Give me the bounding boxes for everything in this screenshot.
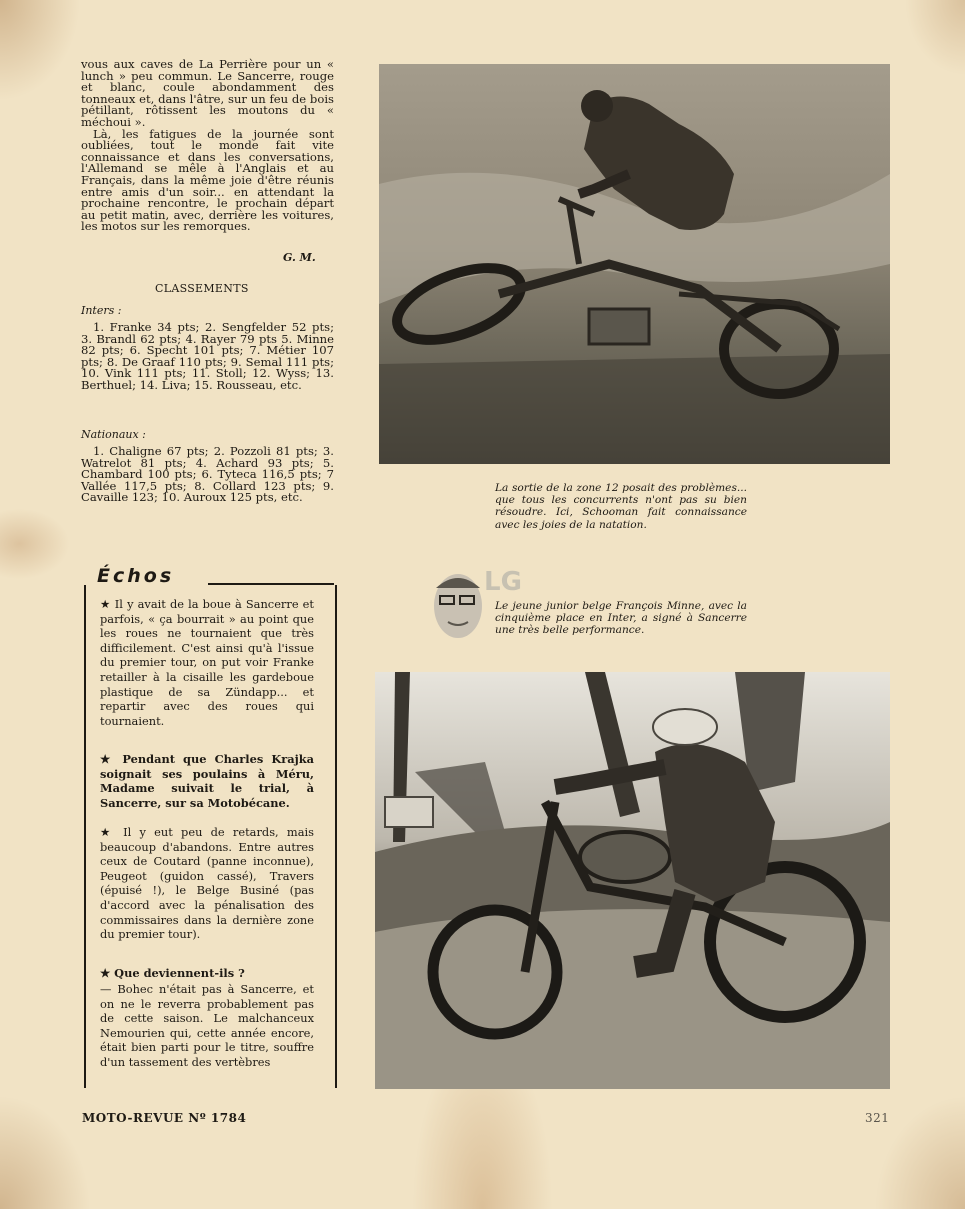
watermark-logo: LG [484, 567, 522, 597]
nationaux-label: Nationaux : [81, 428, 146, 441]
nationaux-results: 1. Chaligne 67 pts; 2. Pozzoli 81 pts; 3. Watrelot 81 pts; 4. Achard 93 pts; 5. Chambard 100 pts; 6. Tyteca 116,5 pts; 7 Vallée 117,5 pts; 8. Collard 123 pts; 9. Cavaille 123; 10. Auroux 125 pts, etc. [81, 444, 334, 505]
echo-item-abandons: ★ Il y eut peu de retards, mais beaucoup d'abandons. Entre autres ceux de Coutard (panne inconnue), Peugeot (guidon cassé), Travers (épuisé !), le Belge Businé (pas d'accord avec la pénalisation des commissaires dans la dernière zone du premier tour). [100, 825, 314, 942]
classements-heading: CLASSEMENTS [155, 282, 249, 295]
footer-magazine: MOTO-REVUE Nº 1784 [82, 1111, 247, 1125]
portrait-minne [428, 566, 488, 644]
echo-item-krajka: ★ Pendant que Charles Krajka soignait ses poulains à Méru, Madame suivait le trial, à Sancerre, sur sa Motobécane. [100, 752, 314, 810]
inters-label: Inters : [81, 304, 122, 317]
footer-page-number: 321 [865, 1111, 890, 1125]
echo-item-title: ★ Que deviennent-ils ? [100, 966, 245, 980]
inters-results: 1. Franke 34 pts; 2. Sengfelder 52 pts; 3. Brandl 62 pts; 4. Rayer 79 pts 5. Minne 82 pts; 6. Specht 101 pts; 7. Métier 107 pts; 8. De Graaf 110 pts; 9. Semal 111 pts; 10. Vink 111 pts; 11. Stoll; 12. Wyss; 13. Berthuel; 14. Liva; 15. Rousseau, etc. [81, 320, 334, 392]
photo-rider-bike [375, 672, 890, 1089]
echos-title: Échos [97, 565, 175, 587]
photo-fallen-rider-image [379, 64, 890, 464]
caption-photo-2: Le jeune junior belge François Minne, avec la cinquième place en Inter, a signé à Sancerre une très belle performance. [495, 600, 747, 637]
article-intro [81, 59, 334, 233]
photo-rider-bike-image [375, 672, 890, 1089]
photo-fallen-rider [379, 64, 890, 464]
author-signature: G. M. [283, 251, 316, 264]
portrait-minne-image [428, 566, 488, 644]
article-paragraph-2: Là, les fatigues de la journée sont oubliées, tout le monde fait vite connaissance et dans les conversations, l'Allemand se mêle à l'Anglais et au Français, dans la même joie d'être réunis entre amis d'un soir... en attendant la prochaine rencontre, le prochain départ au petit matin, avec, derrière les voitures, les motos sur les remorques. [81, 126, 334, 234]
echo-item-bohec: — Bohec n'était pas à Sancerre, et on ne le reverra probablement pas de cette saison. Le malchanceux Nemourien qui, cette année encore, était bien parti pour le titre, souffre d'un tassement des vertèbres [100, 982, 314, 1069]
article-paragraph-1: vous aux caves de La Perrière pour un « lunch » peu commun. Le Sancerre, rouge et blanc, coule abondamment des tonneaux et, dans l'âtre, sur un feu de bois pétillant, rôtissent les moutons du « méchoui ». [81, 57, 334, 129]
echo-item-mud: ★ Il y avait de la boue à Sancerre et parfois, « ça bourrait » au point que les roues ne tournaient que très difficilement. C'est ainsi qu'à l'issue du premier tour, on put voir Franke retailler à la cisaille les gardeboue plastique de sa Zündapp... et repartir avec des roues qui tournaient. [100, 597, 314, 728]
caption-photo-1: La sortie de la zone 12 posait des problèmes... que tous les concurrents n'ont pas su bien résoudre. Ici, Schooman fait connaissance avec les joies de la natation. [495, 482, 747, 531]
